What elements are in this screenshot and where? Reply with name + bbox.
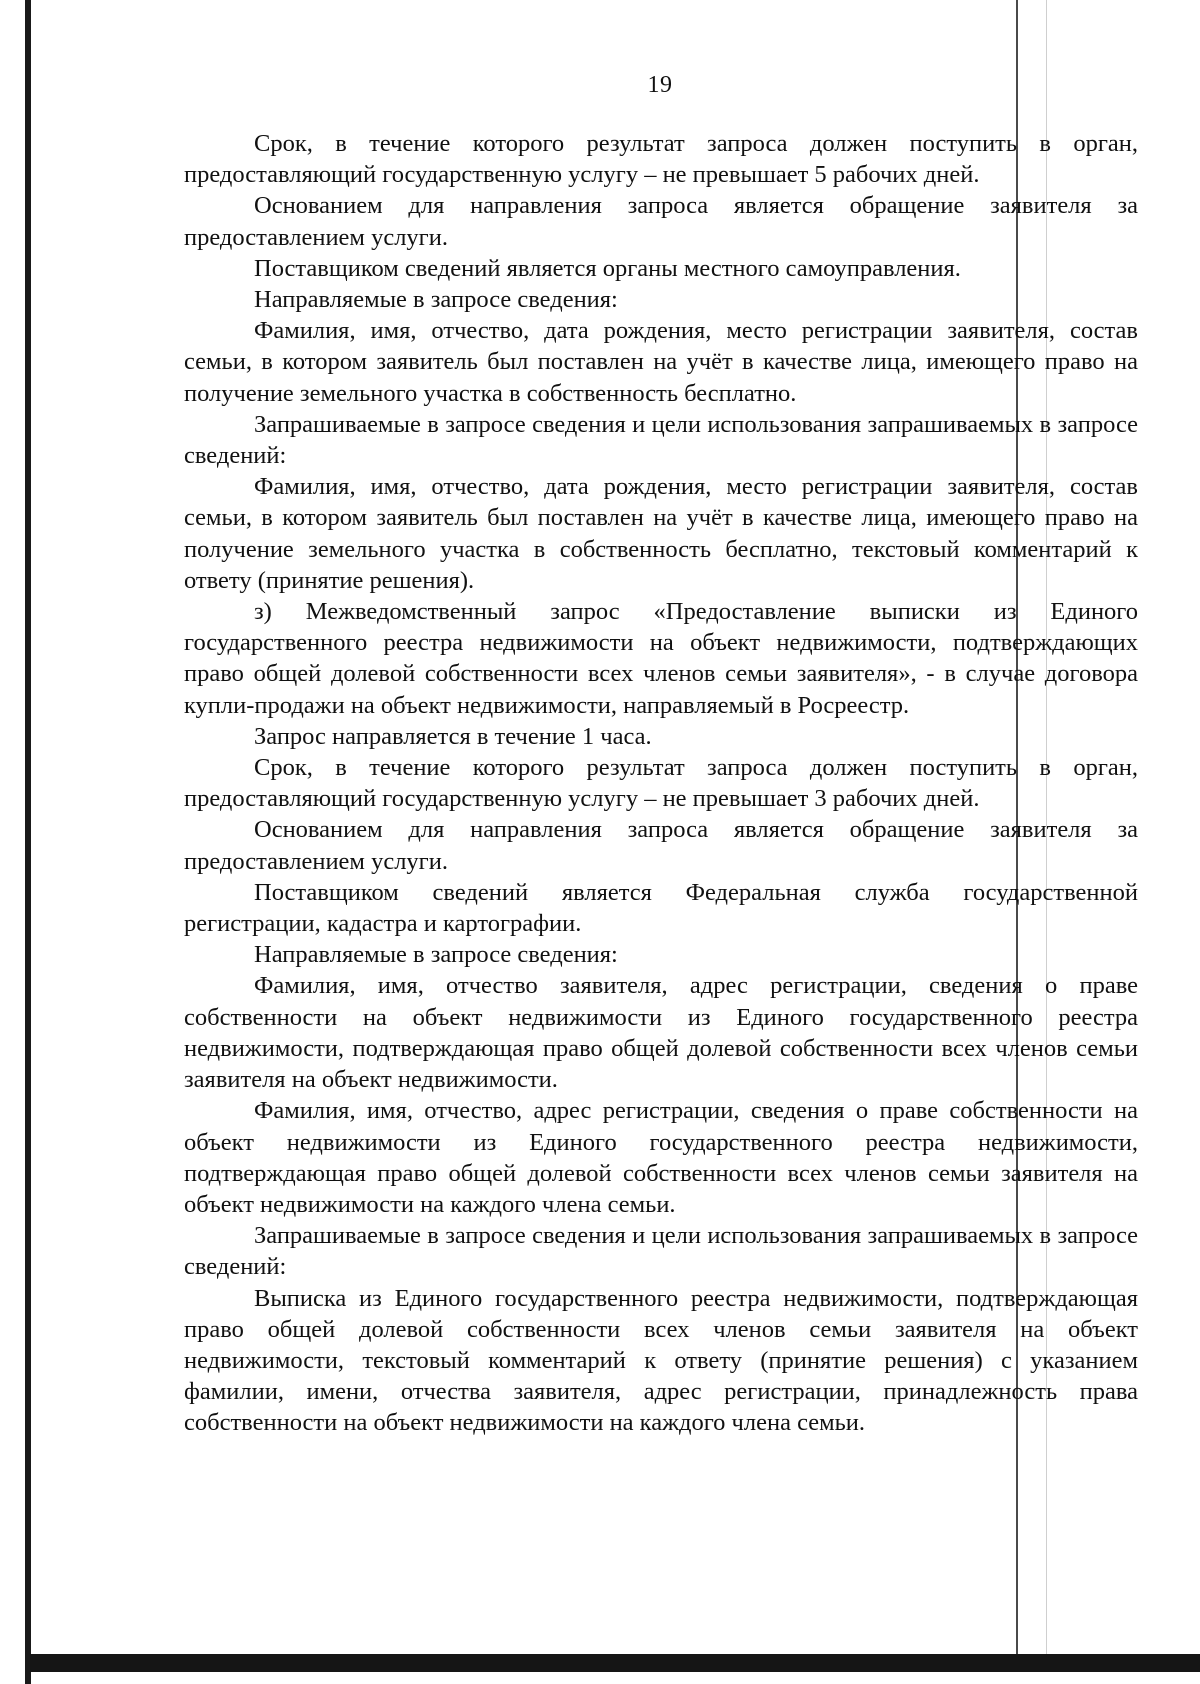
paragraph-data-provider-rosreestr: Поставщиком сведений является Федеральная служба государственной регистрации, кадастра и картографии. [184, 878, 1138, 938]
paragraph-requested-data-list: Фамилия, имя, отчество, дата рождения, место регистрации заявителя, состав семьи, в котором заявитель был поставлен на учёт в качестве лица, имеющего право на получение земельного участка в собственность бесплатно, текстовый комментарий к ответу (принятие решения). [184, 473, 1138, 594]
paragraph-request-basis: Основанием для направления запроса является обращение заявителя за предоставлением услуги. [184, 192, 1138, 251]
paragraph-request-timing: Запрос направляется в течение 1 часа. [254, 722, 652, 750]
paragraph-sent-data-family-members: Фамилия, имя, отчество, адрес регистрации, сведения о праве собственности на объект недвижимости из Единого государственного реестра недвижимости, подтверждающая право общей долевой собственности всех членов семьи заявителя на объект недвижимости на каждого члена семьи. [184, 1097, 1138, 1218]
paragraph-sent-data-list: Фамилия, имя, отчество, дата рождения, место регистрации заявителя, состав семьи, в котором заявитель был поставлен на учёт в качестве лица, имеющего право на получение земельного участка в собственность бесплатно. [184, 317, 1138, 407]
paragraph-request-basis-2: Основанием для направления запроса является обращение заявителя за предоставлением услуги. [184, 816, 1138, 875]
paragraph-requested-data-heading: Запрашиваемые в запросе сведения и цели использования запрашиваемых в запросе сведений: [184, 410, 1138, 470]
paragraph-response-term-5-days: Срок, в течение которого результат запроса должен поступить в орган, предоставляющий государственную услугу – не превышает 5 рабочих дней. [184, 130, 1138, 189]
scan-left-border [25, 0, 31, 1684]
paragraph-sent-data-heading-2: Направляемые в запросе сведения: [254, 941, 618, 969]
scan-bottom-border [30, 1654, 1200, 1672]
paragraph-sent-data-heading: Направляемые в запросе сведения: [254, 286, 618, 314]
document-body [184, 128, 1138, 1439]
paragraph-response-term-3-days: Срок, в течение которого результат запроса должен поступить в орган, предоставляющий государственную услугу – не превышает 3 рабочих дней. [184, 754, 1138, 813]
paragraph-requested-data-heading-2: Запрашиваемые в запросе сведения и цели использования запрашиваемых в запросе сведений: [184, 1222, 1138, 1281]
page-number: 19 [647, 72, 673, 98]
paragraph-requested-data-extract: Выписка из Единого государственного реестра недвижимости, подтверждающая право общей долевой собственности всех членов семьи заявителя на объект недвижимости, текстовый комментарий к ответу (принятие решения) с указанием фамилии, имени, отчества заявителя, адрес регистрации, принадлежность права собственности на объект недвижимости на каждого члена семьи. [184, 1284, 1138, 1437]
paragraph-interagency-request-z: з) Межведомственный запрос «Предоставление выписки из Единого государственного реестра недвижимости на объект недвижимости, подтверждающих право общей долевой собственности всех членов семьи заявителя», - в случае договора купли-продажи на объект недвижимости, направляемый в Росреестр. [184, 598, 1138, 719]
paragraph-sent-data-applicant: Фамилия, имя, отчество заявителя, адрес регистрации, сведения о праве собственности на объект недвижимости из Единого государственного реестра недвижимости, подтверждающая право общей долевой собственности всех членов семьи заявителя на объект недвижимости. [184, 972, 1138, 1094]
paragraph-data-provider-local-government: Поставщиком сведений является органы местного самоуправления. [254, 254, 961, 282]
